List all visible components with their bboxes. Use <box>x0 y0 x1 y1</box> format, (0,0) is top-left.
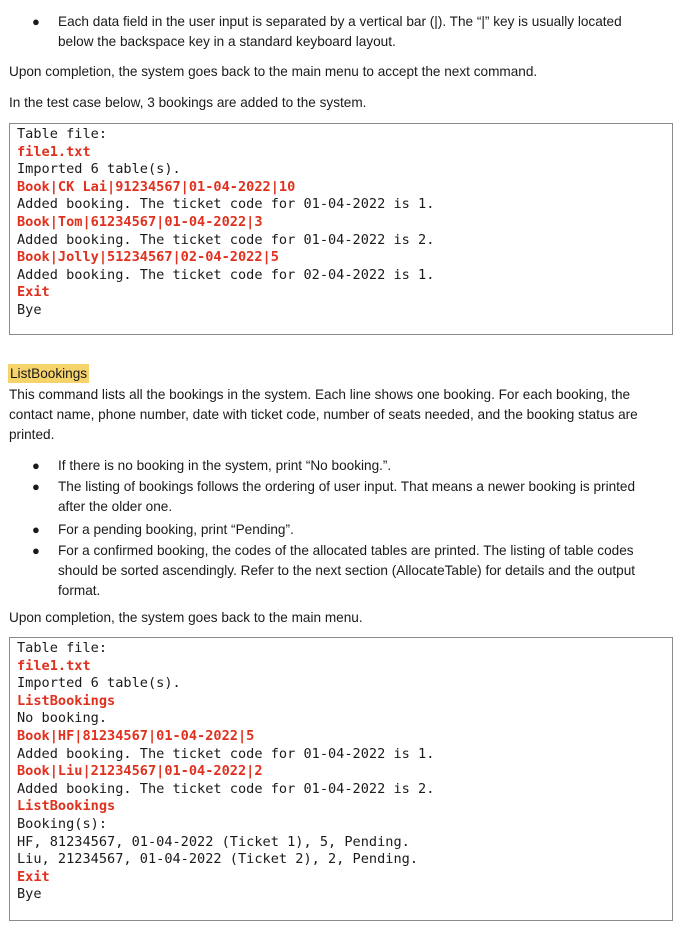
console-output-line: Added booking. The ticket code for 01-04-2022 is 1. <box>17 196 435 213</box>
bullet-text: For a pending booking, print “Pending”. <box>58 522 294 537</box>
bullet-text: For a confirmed booking, the codes of the allocated tables are printed. The listing of table codes should be sorted ascendingly. Refer to the next section (AllocateTable) for details and the output format. <box>58 543 636 598</box>
console-input-line: Book|Jolly|51234567|02-04-2022|5 <box>17 249 279 266</box>
list-item <box>0 520 688 540</box>
completion-paragraph-2: Upon completion, the system goes back to the main menu. <box>9 610 363 625</box>
console-output-line: Booking(s): <box>17 815 108 832</box>
console-input-line: Exit <box>17 868 50 885</box>
console-input-line: Exit <box>17 284 50 301</box>
bullet-dot-icon: ● <box>32 458 40 473</box>
console-input-line: Book|HF|81234567|01-04-2022|5 <box>17 727 255 744</box>
console-input-line: file1.txt <box>17 657 91 674</box>
section-heading-text: ListBookings <box>10 366 88 381</box>
section-description: This command lists all the bookings in the system. Each line shows one booking. For each booking, the contact name, phone number, date with ticket code, number of seats needed, and the booking status are printed. <box>9 387 638 442</box>
console-example-2 <box>9 637 673 921</box>
list-item <box>0 12 688 52</box>
console-output-line: Bye <box>17 886 42 903</box>
console-input-line: Book|CK Lai|91234567|01-04-2022|10 <box>17 178 296 195</box>
console-input-line: Book|Liu|21234567|01-04-2022|2 <box>17 763 263 780</box>
list-item <box>0 477 688 517</box>
console-input-line: Book|Tom|61234567|01-04-2022|3 <box>17 213 263 230</box>
bullet-dot-icon: ● <box>32 14 40 29</box>
console-output-line: Bye <box>17 301 42 318</box>
section-bullet-list <box>0 456 688 601</box>
console-input-line: file1.txt <box>17 143 91 160</box>
bullet-text: If there is no booking in the system, print “No booking.”. <box>58 458 392 473</box>
console-input-line: ListBookings <box>17 692 116 709</box>
console-output-line: Added booking. The ticket code for 02-04-2022 is 1. <box>17 266 435 283</box>
testcase-paragraph: In the test case below, 3 bookings are added to the system. <box>9 95 367 110</box>
console-output-line: Added booking. The ticket code for 01-04-2022 is 2. <box>17 780 435 797</box>
bullet-dot-icon: ● <box>32 522 40 537</box>
console-output-line: Table file: <box>17 640 108 656</box>
list-item <box>0 456 688 476</box>
bullet-text: Each data field in the user input is separated by a vertical bar (|). The “|” key is usually located below the backspace key in a standard keyboard layout. <box>58 14 622 49</box>
console-output-line: Added booking. The ticket code for 01-04-2022 is 1. <box>17 745 435 762</box>
intro-bullet-list <box>0 12 688 52</box>
console-output-line: Added booking. The ticket code for 01-04-2022 is 2. <box>17 231 435 248</box>
console-input-line: ListBookings <box>17 798 116 815</box>
bullet-text: The listing of bookings follows the ordering of user input. That means a newer booking is printed after the older one. <box>58 479 636 514</box>
bullet-dot-icon: ● <box>32 479 40 494</box>
console-output-line: Liu, 21234567, 01-04-2022 (Ticket 2), 2, Pending. <box>17 851 419 868</box>
console-output-line: Imported 6 table(s). <box>17 675 181 692</box>
list-item <box>0 541 688 601</box>
console-output-line: Imported 6 table(s). <box>17 161 181 178</box>
console-output-line: Table file: <box>17 126 108 142</box>
bullet-dot-icon: ● <box>32 543 40 558</box>
completion-paragraph: Upon completion, the system goes back to the main menu to accept the next command. <box>9 64 538 79</box>
console-output-line: HF, 81234567, 01-04-2022 (Ticket 1), 5, Pending. <box>17 833 410 850</box>
console-example-1 <box>9 123 673 335</box>
console-output-line: No booking. <box>17 710 108 727</box>
section-heading <box>8 364 89 383</box>
